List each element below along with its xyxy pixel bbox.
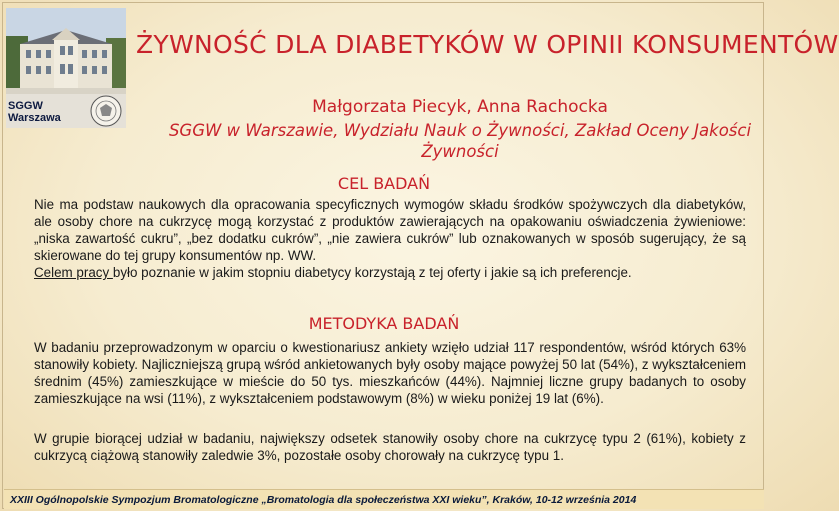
metodyka-paragraph-2: W grupie biorącej udział w badaniu, największy odsetek stanowiły osoby chore na cukrzycę typu 2 (61%), kobiety z cukrzycą ciążową stanowiły zaledwie 3%, pozostałe osoby chorowały na cukrzycę typu 1. <box>34 431 746 463</box>
footer: XXIII Ogólnopolskie Sympozjum Bromatologiczne „Bromatologia dla społeczeństwa XXI wieku”, Kraków, 10-12 września 2014 <box>4 489 764 509</box>
logo-text-warszawa: Warszawa <box>8 112 61 124</box>
section-heading-cel-badan: CEL BADAŃ <box>337 174 431 193</box>
sggw-logo <box>6 8 126 128</box>
goal-text: było poznanie w jakim stopniu diabetycy korzystają z tej oferty i jakie są ich preferencje. <box>112 265 632 280</box>
metodyka-paragraph: W badaniu przeprowadzonym w oparciu o kwestionariusz ankiety wzięło udział 117 respondentów, wśród których 63% stanowiły kobiety. Najliczniejszą grupą wśród ankietowanych były osoby mające powyżej 50 lat (54%), z wykształceniem średnim (45%) zamieszkujące w mieście do 50 tys. mieszkańców (44%). Najmniej liczne grupy badanych to osoby zamieszkujące na wsi (11%), z wykształceniem podstawowym (8%) w wieku poniżej 19 lat (6%). <box>34 340 746 406</box>
logo-text-sggw: SGGW <box>8 100 43 112</box>
cel-paragraph: Nie ma podstaw naukowych dla opracowania specyficznych wymogów składu środków spożywczych dla diabetyków, ale osoby chore na cukrzycę mogą korzystać z produktów zawierających na opakowaniu oświadczenia żywieniowe: „niska zawartość cukru”, „bez dodatku cukrów”, „nie zawiera cukrów” lub oznakowanych w sposób sugerujący, że są skierowane do tej grupy konsumentów np. WW. <box>34 197 746 263</box>
affiliation: SGGW w Warszawie, Wydziału Nauk o Żywności, Zakład Oceny Jakości Żywności <box>168 121 752 161</box>
logo-label <box>8 100 61 124</box>
section-heading-metodyka: METODYKA BADAŃ <box>308 314 460 333</box>
authors: Małgorzata Piecyk, Anna Rachocka <box>312 97 608 117</box>
goal-underlined-text: Celem pracy <box>34 265 113 280</box>
page-title: ŻYWNOŚĆ DLA DIABETYKÓW W OPINII KONSUMENTÓW <box>136 30 839 59</box>
cel-paragraph-goal <box>34 264 746 281</box>
